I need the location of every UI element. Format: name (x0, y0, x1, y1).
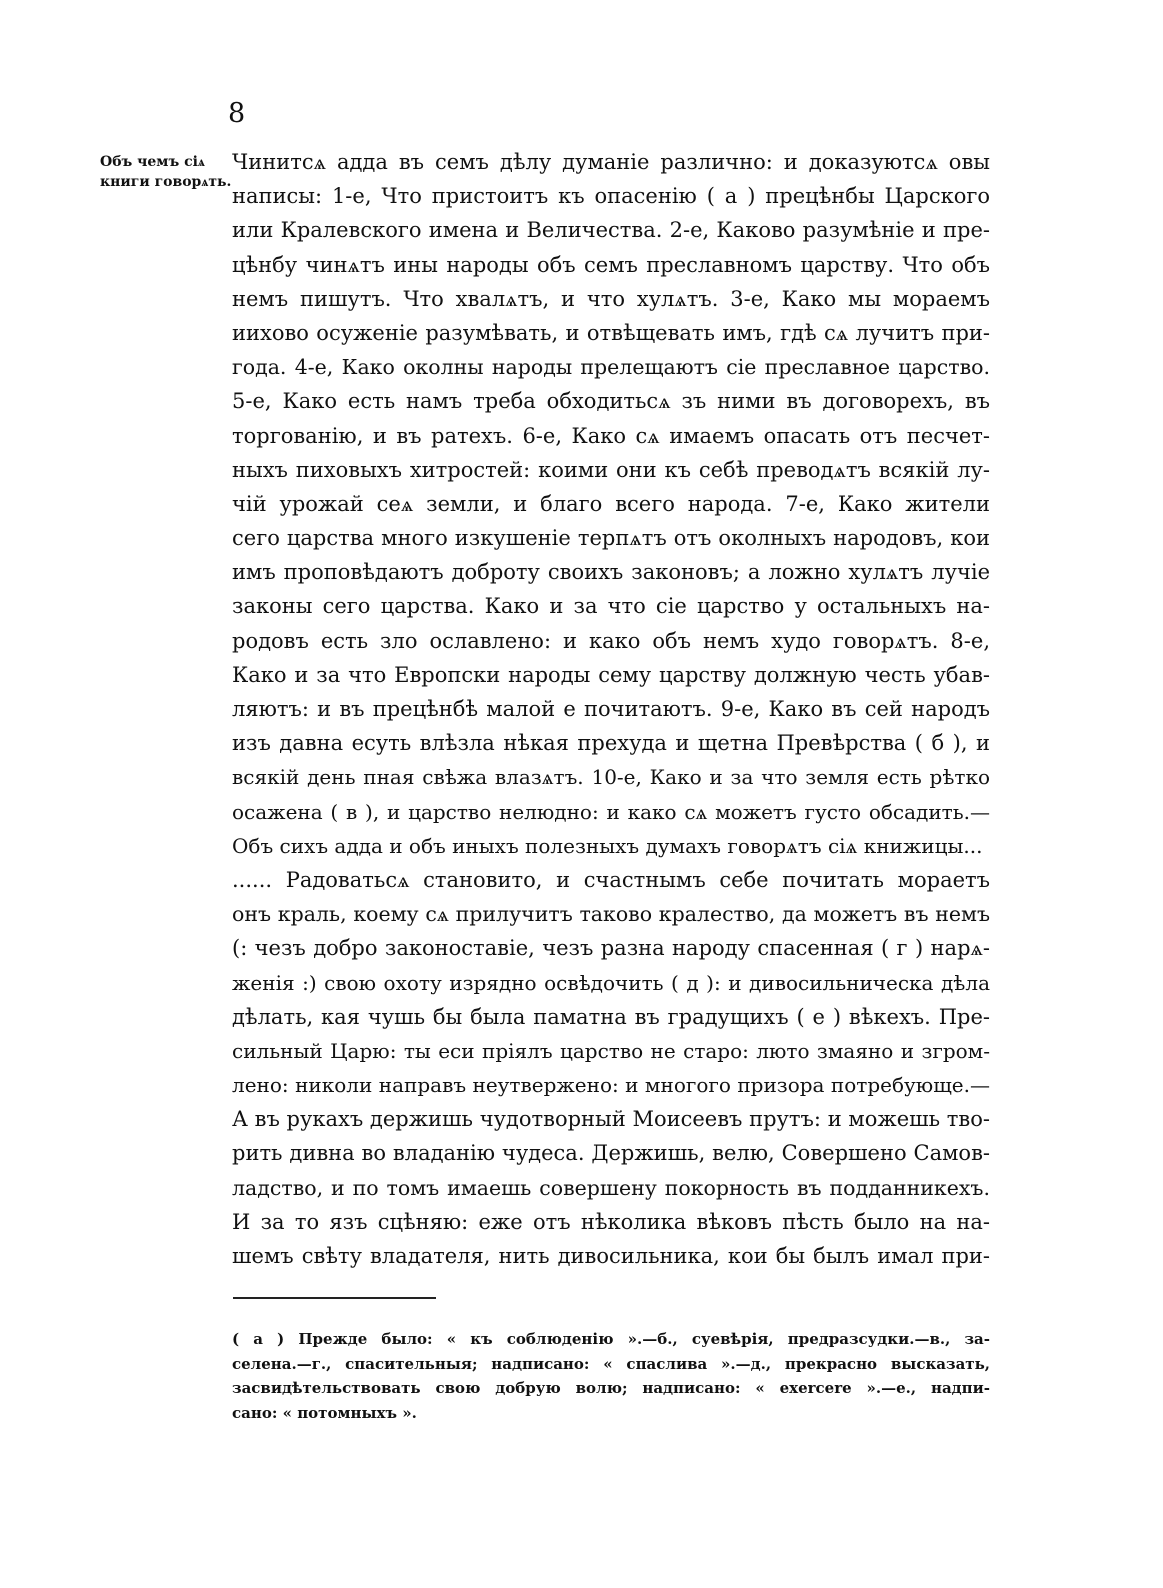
body-line: ляютъ: и въ прецѣнбѣ малой е почитаютъ. 9-е, Како въ сей народъ (232, 697, 990, 721)
body-line: цѣнбу чинѧтъ ины народы объ семъ преславномъ царству. Что объ (232, 252, 990, 277)
body-line: торгованію, и въ ратехъ. 6-е, Како сѧ имаемъ опасать отъ песчет- (232, 423, 990, 448)
body-line: Како и за что Европски народы сему царству должную честь убав- (232, 662, 990, 687)
body-line: или Кралевского имена и Величества. 2-е, Каково разумѣніе и пре- (232, 218, 990, 243)
body-line: изъ давна есуть влѣзла нѣкая прехуда и щетна Превѣрства ( б ), и (232, 731, 990, 756)
footnote-rule (233, 1297, 436, 1299)
body-line: родовъ есть зло ославлено: и како объ немъ худо говорѧтъ. 8-е, (232, 628, 990, 653)
body-line: года. 4-е, Како околны народы прелещаютъ сіе преславное царство. (232, 355, 990, 380)
body-line: ладство, и по томъ имаешь совершену покорность въ подданникехъ. (232, 1175, 990, 1200)
margin-note-line: книги говорѧть. (100, 174, 232, 190)
body-line: немъ пишутъ. Что хвалѧтъ, и что хулѧтъ. 3-е, Како мы мораемъ (232, 286, 990, 311)
body-line: законы сего царства. Како и за что сіе царство у остальныхъ на- (232, 594, 990, 619)
page-number: 8 (228, 98, 246, 129)
body-line: сего царства много изкушеніе терпѧтъ отъ околныхъ народовъ, кои (232, 526, 990, 551)
body-line: сильный Царю: ты еси пріялъ царство не старо: люто змаяно и згром- (232, 1038, 990, 1063)
body-line: И за то язъ сцѣняю: еже отъ нѣколика вѣковъ пѣсть было на на- (232, 1209, 990, 1234)
body-line: 5-е, Како есть намъ треба обходитьсѧ зъ ними въ договорехъ, въ (232, 389, 990, 414)
margin-note (100, 152, 232, 192)
body-line: осажена ( в ), и царство нелюдно: и како сѧ можетъ густо обсадить.— (232, 799, 990, 824)
body-line: лено: николи направъ неутвержено: и многого призора потребующе.— (232, 1073, 990, 1098)
body-line: Объ сихъ адда и объ иныхъ полезныхъ думахъ говорѧтъ сіѧ книжицы... (232, 833, 983, 858)
footnote-line: ( а ) Прежде было: « къ соблюденію ».—б., суевѣрія, предразсудки.—в., за- (232, 1330, 990, 1348)
body-line: всякій день пная свѣжа влазѧтъ. 10-е, Како и за что земля есть рѣтко (232, 765, 990, 790)
body-line: иихово осуженіе разумѣвать, и отвѣщевать имъ, гдѣ сѧ лучитъ при- (232, 320, 990, 345)
body-line: написы: 1-е, Что пристоитъ къ опасенію ( а ) прецѣнбы Царского (232, 184, 990, 209)
body-line: Чинитсѧ адда въ семъ дѣлу думаніе различно: и доказуютсѧ овы (232, 150, 990, 174)
body-line: ныхъ пиховыхъ хитростей: коими они къ себѣ преводѧтъ всякій лу- (232, 457, 990, 482)
body-line: имъ проповѣдаютъ доброту своихъ законовъ; а ложно хулѧтъ лучіе (232, 560, 990, 585)
margin-note-line: Объ чемъ сіѧ (100, 154, 205, 170)
body-line: ...... Радоватьсѧ становито, и счастнымъ себе почитать мораетъ (232, 867, 990, 892)
body-line: онъ краль, коему сѧ прилучитъ таково кралество, да можетъ въ немъ (232, 902, 990, 927)
footnote-line: сано: « потомныхъ ». (232, 1403, 417, 1422)
body-line: шемъ свѣту владателя, нить дивосильника, кои бы былъ имал при- (232, 1244, 990, 1268)
body-line: чій урожай сеѧ земли, и благо всего народа. 7-е, Како жители (232, 491, 990, 516)
body-line: дѣлать, кая чушь бы была паматна въ градущихъ ( е ) вѣкехъ. Пре- (232, 1004, 990, 1029)
body-line: рить дивна во владанію чудеса. Держишь, велю, Совершено Самов- (232, 1141, 990, 1166)
footnote-line: засвидѣтельствовать свою добрую волю; надписано: « exercere ».—е., надпи- (232, 1379, 990, 1397)
footnote-line: селена.—г., спасительныя; надписано: « спаслива ».—д., прекрасно высказать, (232, 1354, 990, 1373)
body-text (232, 145, 990, 1273)
body-line: женія :) свою охоту изрядно освѣдочить ( д ): и дивосильническа дѣла (232, 970, 990, 995)
body-line: (: чезъ добро законоставіе, чезъ разна народу спасенная ( г ) нарѧ- (232, 936, 990, 961)
footnote (232, 1327, 990, 1425)
body-line: А въ рукахъ держишь чудотворный Моисеевъ прутъ: и можешь тво- (232, 1107, 990, 1132)
